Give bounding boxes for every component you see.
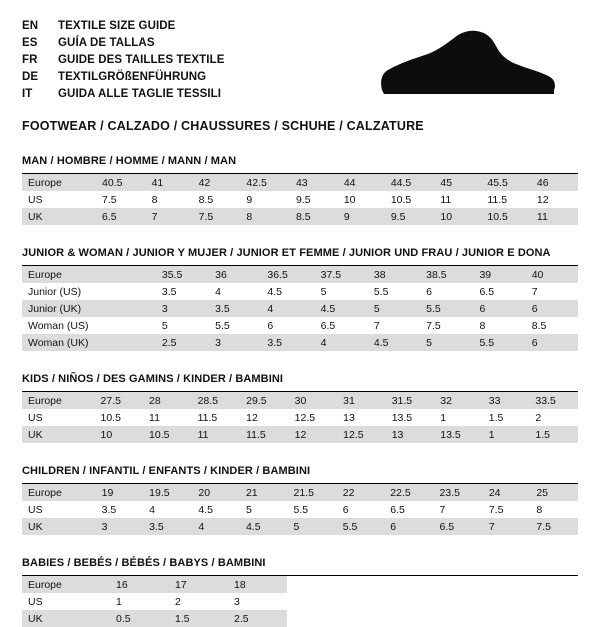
language-title: GUÍA DE TALLAS [58,37,155,49]
table-row [22,317,578,334]
cell: 20 [192,484,240,501]
cell: 7.5 [488,503,504,516]
cell: 5 [368,300,420,317]
row-label: US [28,595,43,608]
row-label: UK [22,518,96,535]
cell: 6 [384,518,433,535]
cell: 6 [526,300,578,317]
cell: 7.5 [426,319,441,332]
section-children [22,465,578,535]
cell: 19 [96,484,144,501]
table-row [22,518,578,535]
cell: 3 [234,595,240,608]
language-code: IT [22,88,33,100]
cell: 11 [192,426,241,443]
size-table-kids [22,392,578,443]
language-row [22,69,225,86]
row-label: Europe [22,174,96,191]
cell: 38.5 [420,266,473,283]
cell: 1.5 [169,610,228,627]
cell: 6.5 [96,208,146,225]
cell: 10.5 [390,193,412,206]
cell [106,334,156,351]
dress-shoe-icon [376,28,556,103]
cell: 3.5 [161,285,177,298]
cell: 2.5 [228,610,287,627]
cell: 11 [531,208,578,225]
cell: 25 [530,484,578,501]
cell: 32 [434,392,483,409]
cell: 3.5 [209,300,261,317]
table-row [22,610,287,627]
row-label: Europe [22,484,96,501]
cell: 42 [193,174,241,191]
table-row [22,191,578,208]
cell: 18 [228,576,287,593]
table-row [22,501,578,518]
cell: 11 [149,411,160,424]
language-title: TEXTILE SIZE GUIDE [58,20,176,32]
cell: 5 [245,503,252,516]
cell: 3.5 [261,334,314,351]
cell: 28 [143,392,192,409]
cell: 38 [368,266,420,283]
section-title: MAN / HOMBRE / HOMME / MANN / MAN [22,155,237,167]
table-row [22,266,578,283]
section-babies [22,557,578,627]
cell: 23.5 [434,484,483,501]
cell: 27.5 [95,392,144,409]
row-label: Woman (US) [28,319,89,332]
cell: 4.5 [315,300,368,317]
cell: 10 [434,208,481,225]
cell: 7 [146,208,193,225]
cell: 7 [439,503,446,516]
language-code: DE [22,71,39,83]
row-label: Europe [22,576,110,593]
cell: 4.5 [240,518,288,535]
size-table-junior-woman [22,266,578,351]
cell: 6 [267,319,274,332]
section-title: CHILDREN / INFANTIL / ENFANTS / KINDER / BAMBINI [22,465,311,477]
row-label: Europe [22,266,106,283]
table-row [22,409,578,426]
cell: 46 [531,174,578,191]
language-list [22,18,225,103]
cell: 7.5 [193,208,241,225]
section-junior-woman [22,247,578,351]
cell: 10.5 [481,208,531,225]
cell [106,317,156,334]
cell: 22 [337,484,385,501]
cell: 36 [209,266,261,283]
cell: 22.5 [384,484,433,501]
cell: 36.5 [261,266,314,283]
cell: 2 [175,595,181,608]
language-code: FR [22,54,38,66]
cell: 9.5 [295,193,311,206]
cell: 11.5 [240,426,289,443]
table-row [22,208,578,225]
cell: 11 [440,193,452,206]
cell: 9 [246,193,253,206]
cell: 5 [320,285,327,298]
cell: 7.5 [530,518,578,535]
cell: 8.5 [198,193,214,206]
language-title: GUIDA ALLE TAGLIE TESSILI [58,88,222,100]
cell: 2 [535,411,542,424]
cell: 4 [315,334,368,351]
cell: 12 [289,426,338,443]
cell: 8 [536,503,543,516]
cell: 1.5 [488,411,504,424]
language-code: ES [22,37,38,49]
cell: 5.5 [215,319,230,332]
cell: 10 [343,193,356,206]
cell: 12.5 [294,411,316,424]
language-title: GUIDE DES TAILLES TEXTILE [58,54,225,66]
row-label: Europe [22,392,95,409]
cell: 40.5 [96,174,146,191]
cell: 9 [338,208,385,225]
size-table-children [22,484,578,535]
cell: 16 [110,576,169,593]
cell: 3 [156,300,209,317]
row-label: US [28,411,43,424]
cell: 9.5 [385,208,435,225]
row-label: Woman (UK) [22,334,106,351]
cell: 7 [531,285,538,298]
cell: 6.5 [434,518,483,535]
language-row [22,35,225,52]
size-table-babies [22,576,287,627]
cell: 13 [343,411,355,424]
cell: 7 [483,518,531,535]
cell: 39 [473,266,525,283]
cell: 44 [338,174,385,191]
cell: 5.5 [473,334,525,351]
cell [106,300,156,317]
cell: 13 [386,426,435,443]
table-row [22,576,287,593]
cell [106,266,156,283]
cell: 8 [151,193,158,206]
cell: 33.5 [529,392,578,409]
row-label: US [28,193,43,206]
row-label: Junior (US) [28,285,82,298]
table-row [22,300,578,317]
cell: 21 [240,484,288,501]
cell: 8 [240,208,290,225]
cell: 3 [209,334,261,351]
size-table-man [22,174,578,225]
section-title: JUNIOR & WOMAN / JUNIOR Y MUJER / JUNIOR ET FEMME / JUNIOR UND FRAU / JUNIOR E DONA [22,247,551,259]
section-title: KIDS / NIÑOS / DES GAMINS / KINDER / BAMBINI [22,373,284,385]
table-row [22,593,287,610]
page-header [22,18,578,103]
cell: 31.5 [386,392,435,409]
cell: 0.5 [110,610,169,627]
table-row [22,334,578,351]
cell: 13.5 [391,411,413,424]
cell: 8.5 [531,319,547,332]
cell: 12.5 [337,426,386,443]
cell: 3 [96,518,144,535]
cell: 29.5 [240,392,289,409]
cell: 6 [342,503,349,516]
table-row [22,174,578,191]
language-row [22,18,225,35]
cell: 28.5 [192,392,241,409]
cell: 7 [373,319,380,332]
cell: 41 [146,174,193,191]
cell: 11.5 [487,193,508,206]
language-row [22,52,225,69]
cell: 12 [246,411,258,424]
cell: 6 [526,334,578,351]
row-label: Junior (UK) [22,300,106,317]
cell: 6 [426,285,433,298]
cell: 4.5 [198,503,214,516]
cell: 4.5 [267,285,282,298]
row-label: UK [22,610,110,627]
cell: 45 [434,174,481,191]
cell: 10.5 [143,426,192,443]
cell: 1 [116,595,122,608]
cell: 13.5 [434,426,483,443]
cell: 5.5 [420,300,473,317]
cell: 8.5 [290,208,338,225]
cell: 5 [420,334,473,351]
section-kids [22,373,578,443]
table-row [22,426,578,443]
cell: 4 [192,518,240,535]
cell: 4.5 [368,334,420,351]
table-row [22,484,578,501]
cell: 1.5 [529,426,578,443]
cell: 30 [289,392,338,409]
cell: 5 [287,518,336,535]
section-man [22,155,578,225]
cell: 33 [483,392,530,409]
row-label: UK [22,208,96,225]
language-code: EN [22,20,39,32]
cell: 45.5 [481,174,531,191]
language-title: TEXTILGRÖßENFÜHRUNG [58,71,207,83]
cell: 24 [483,484,531,501]
section-title: BABIES / BEBÉS / BÉBÉS / BABYS / BAMBINI [22,557,266,569]
cell: 4 [261,300,314,317]
cell: 19.5 [143,484,192,501]
table-row [22,283,578,300]
category-heading: FOOTWEAR / CALZADO / CHAUSSURES / SCHUHE / CALZATURE [22,119,424,133]
cell: 5.5 [373,285,389,298]
cell: 5.5 [293,503,309,516]
cell: 10.5 [100,411,121,424]
cell: 40 [526,266,578,283]
table-row [22,392,578,409]
cell: 21.5 [287,484,336,501]
cell: 43 [290,174,338,191]
cell: 44.5 [385,174,435,191]
cell: 6 [473,300,525,317]
cell: 35.5 [156,266,209,283]
cell: 37.5 [315,266,368,283]
cell: 7.5 [102,193,117,206]
cell: 17 [169,576,228,593]
cell: 1 [440,411,447,424]
cell: 6.5 [320,319,336,332]
row-label: US [28,503,43,516]
cell: 1 [483,426,530,443]
cell: 2.5 [156,334,209,351]
cell: 8 [479,319,486,332]
cell [106,283,156,300]
cell: 10 [95,426,144,443]
cell: 31 [337,392,386,409]
cell: 3.5 [101,503,117,516]
row-label: UK [22,426,95,443]
cell: 5 [161,319,168,332]
cell: 12 [536,193,549,206]
language-row [22,86,225,103]
cell: 4 [215,285,221,298]
cell: 6.5 [390,503,405,516]
cell: 6.5 [479,285,495,298]
cell: 11.5 [197,411,218,424]
cell: 3.5 [143,518,192,535]
cell: 4 [149,503,155,516]
cell: 42.5 [240,174,290,191]
cell: 5.5 [337,518,385,535]
